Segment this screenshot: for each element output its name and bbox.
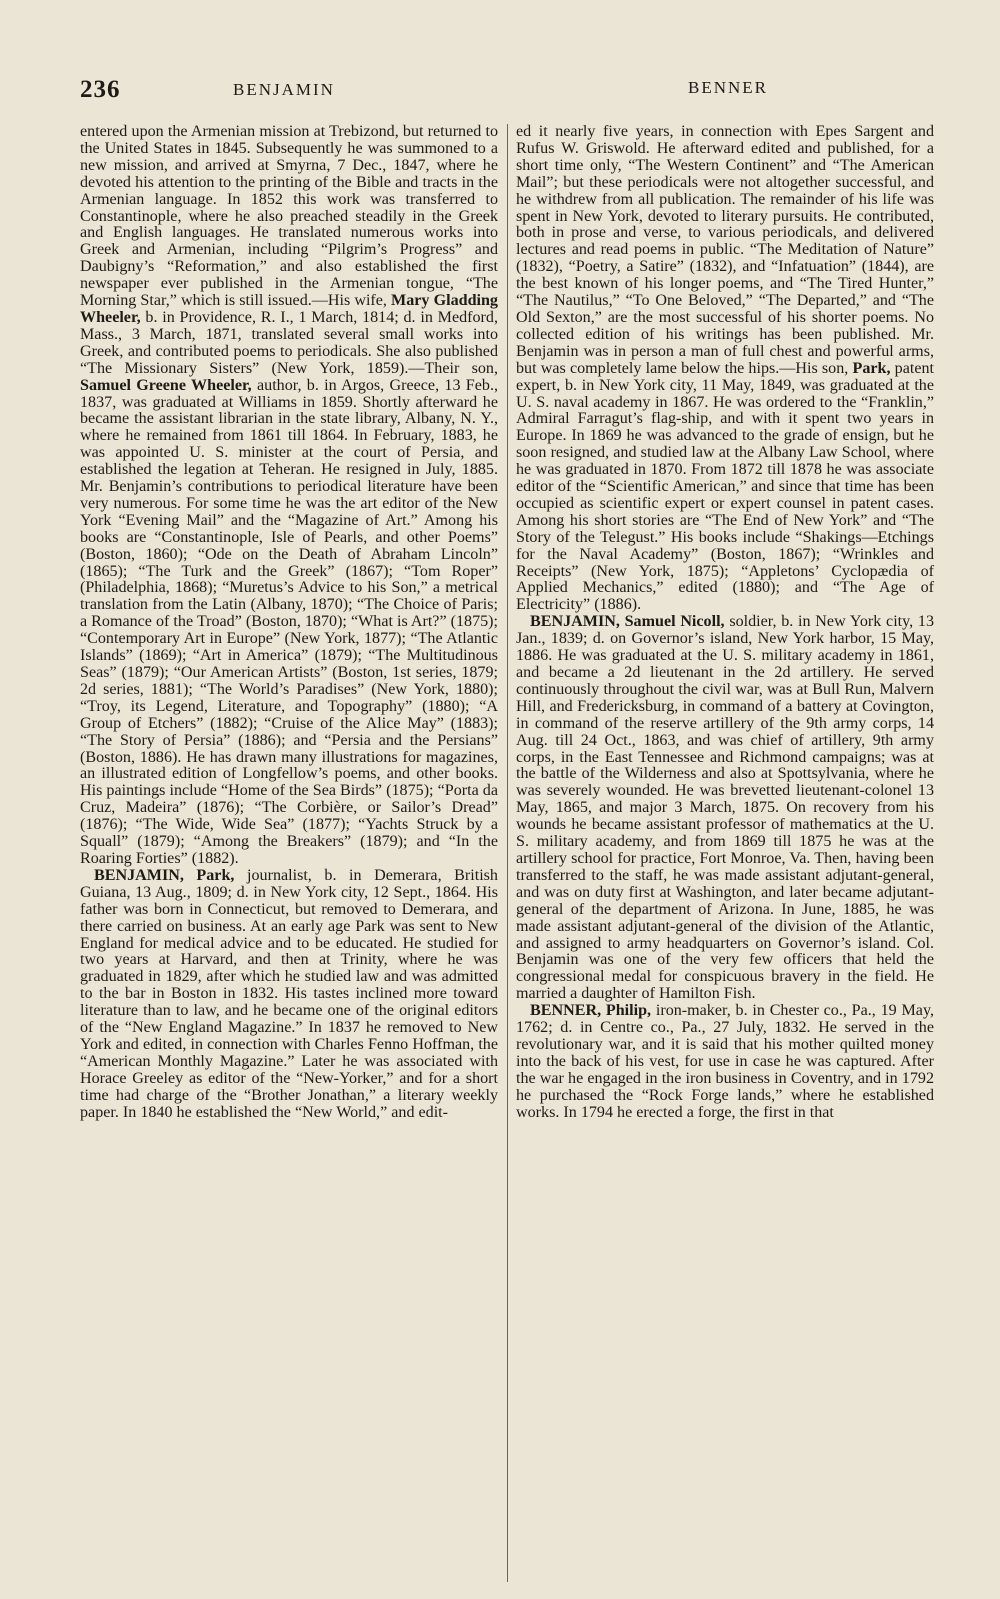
- entry-heading: BENJAMIN, Samuel Nicoll,: [530, 613, 725, 631]
- entry-name: Mary Gladding Wheeler,: [80, 292, 498, 326]
- entry-paragraph: [516, 1003, 934, 1121]
- left-column: [80, 124, 498, 1584]
- body-text: patent expert, b. in New York city, 11 May, 1849, was graduated at the U. S. naval academy in 1867. He was ordered to the “Franklin,” Admiral Farragut’s flag-ship, and with it spent two years in Europe. In 1869 he was advanced to the grade of ensign, but he soon resigned, and studied law at the Albany Law School, where he was graduated in 1870. From 1872 till 1878 he was associate editor of the “Scientific American,” and since that time has been occupied as scientific expert or expert counsel in patent cases. Among his short stories are “The End of New York” and “The Story of the Telegust.” His books include “Shakings—Etchings for the Naval Academy” (Boston, 1867); “Wrinkles and Receipts” (New York, 1875); “Appletons’ Cyclopædia of Applied Mechanics,” edited (1880); and “The Age of Electricity” (1886).: [516, 359, 934, 614]
- body-text: journalist, b. in Demerara, British Guiana, 13 Aug., 1809; d. in New York city, 12 Sept., 1864. His father was born in Connecticut, but removed to Demerara, and there carried on business. At an early age Park was sent to New England for medical advice and to be educated. He studied for two years at Harvard, and then at Trinity, where he was graduated in 1829, after which he studied law and was admitted to the bar in Boston in 1832. His tastes inclined more toward literature than to law, and he became one of the original editors of the “New England Magazine.” In 1837 he removed to New York and edited, in connection with Charles Fenno Hoffman, the “American Monthly Magazine.” Later he was associated with Horace Greeley as editor of the “New-Yorker,” and for a short time had charge of the “Brother Jonathan,” a literary weekly paper. In 1840 he established the “New World,” and edit-: [80, 866, 498, 1121]
- entry-name: Park,: [852, 359, 891, 377]
- body-text: iron-maker, b. in Chester co., Pa., 19 May, 1762; d. in Centre co., Pa., 27 July, 1832. He served in the revolutionary war, and it is said that his mother quilted money into the back of his vest, for use in case he was captured. After the war he engaged in the iron business in Coventry, and in 1792 he purchased the “Rock Forge lands,” where he established works. In 1794 he erected a forge, the first in that: [516, 1002, 934, 1121]
- body-text: b. in Providence, R. I., 1 March, 1814; d. in Medford, Mass., 3 March, 1871, translated several small works into Greek, and contributed poems to periodicals. She also published “The Missionary Sisters” (New York, 1859).—Their son,: [80, 308, 498, 377]
- body-text: ed it nearly five years, in connection with Epes Sargent and Rufus W. Griswold. He afterward edited and published, for a short time only, “The Western Continent” and “The American Mail”; but these periodicals were not altogether successful, and he withdrew from all publication. The remainder of his life was spent in New York, devoted to literary pursuits. He contributed, both in prose and verse, to various periodicals, and delivered lectures and read poems in public. “The Meditation of Nature” (1832), “Poetry, a Satire” (1832), and “Infatuation” (1844), are the best known of his longer poems, and “The Tired Hunter,” “The Nautilus,” “To One Beloved,” “The Departed,” and “The Old Sexton,” are the most successful of his shorter poems. No collected edition of his writings has been published. Mr. Benjamin was in person a man of full chest and powerful arms, but was completely lame below the hips.—His son,: [516, 124, 934, 377]
- body-text: soldier, b. in New York city, 13 Jan., 1839; d. on Governor’s island, New York harbor, 15 May, 1886. He was graduated at the U. S. military academy in 1861, and became a 2d lieutenant in the 2d artillery. He served continuously throughout the civil war, was at Bull Run, Malvern Hill, and Fredericksburg, in command of a battery at Covington, in command of the reserve artillery of the 9th army corps, 14 Aug. till 24 Oct., 1863, and was chief of artillery, 9th army corps, in the East Tennessee and Richmond campaigns; was at the battle of the Wilderness and also at Spottsylvania, where he was severely wounded. He was brevetted lieutenant-colonel 13 May, 1865, and major 3 March, 1875. On recovery from his wounds he became assistant professor of mathematics at the U. S. military academy, and from 1869 till 1875 he was at the artillery school for practice, Fort Monroe, Va. Then, having been transferred to the staff, he was made assistant adjutant-general, and was on duty first at Washington, and later became adjutant-general of the department of Arizona. In June, 1885, he was made assistant adjutant-general of the division of the Atlantic, and assigned to army headquarters on Governor’s island. Col. Benjamin was one of the very few officers that held the congressional medal for conspicuous bravery in the field. He married a daughter of Hamilton Fish.: [516, 613, 934, 1003]
- entry-heading: BENNER, Philip,: [530, 1002, 652, 1020]
- entry-heading: BENJAMIN, Park,: [94, 866, 235, 884]
- body-text: entered upon the Armenian mission at Trebizond, but returned to the United States in 1845. Subsequently he was summoned to a new mission, and arrived at Smyrna, 7 Dec., 1847, where he devoted his attention to the printing of the Bible and tracts in the Armenian language. In 1852 this work was transferred to Constantinople, where he also preached steadily in the Greek and English languages. He translated numerous works into Greek and Armenian, including “Pilgrim’s Progress” and Daubigny’s “Reformation,” and also established the first newspaper ever published in the Armenian tongue, “The Morning Star,” which is still issued.—His wife,: [80, 124, 498, 310]
- entry-name: Samuel Greene Wheeler,: [80, 376, 252, 394]
- page-number: 236: [80, 76, 121, 103]
- right-column: [516, 124, 934, 1584]
- running-head-left: BENJAMIN: [233, 80, 335, 99]
- entry-paragraph: [80, 868, 498, 1122]
- running-head: [80, 72, 942, 103]
- column-rule: [507, 124, 508, 1582]
- entry-paragraph: [516, 614, 934, 1003]
- running-head-right: BENNER: [688, 78, 768, 97]
- body-text: author, b. in Argos, Greece, 13 Feb., 1837, was graduated at Williams in 1859. Shortly afterward he became the assistant librarian in the state library, Albany, N. Y., where he remained from 1861 till 1864. In February, 1883, he was appointed U. S. minister at the court of Persia, and established the legation at Teheran. He resigned in July, 1885. Mr. Benjamin’s contributions to periodical literature have been very numerous. For some time he was the art editor of the New York “Evening Mail” and the “Magazine of Art.” Among his books are “Constantinople, Isle of Pearls, and other Poems” (Boston, 1860); “Ode on the Death of Abraham Lincoln” (1865); “The Turk and the Greek” (1867); “Tom Roper” (Philadelphia, 1868); “Muretus’s Advice to his Son,” a metrical translation from the Latin (Albany, 1870); “The Choice of Paris; a Romance of the Troad” (Boston, 1870); “What is Art?” (1875); “Contemporary Art in Europe” (New York, 1877); “The Atlantic Islands” (1869); “Art in America” (1879); “The Multitudinous Seas” (1879); “Our American Artists” (Boston, 1st series, 1879; 2d series, 1881); “The World’s Paradises” (New York, 1880); “Troy, its Legend, Literature, and Topography” (1880); “A Group of Etchers” (1882); “Cruise of the Alice May” (1883); “The Story of Persia” (1886); and “Persia and the Persians” (Boston, 1886). He has drawn many illustrations for magazines, an illustrated edition of Longfellow’s poems, and other books. His paintings include “Home of the Sea Birds” (1875); “Porta da Cruz, Madeira” (1876); “The Corbière, or Sailor’s Dread” (1876); “The Wide, Wide Sea” (1877); “Yachts Struck by a Squall” (1879); “Among the Breakers” (1879); and “In the Roaring Forties” (1882).: [80, 376, 498, 867]
- paragraph: [80, 124, 498, 868]
- paragraph: [516, 124, 934, 614]
